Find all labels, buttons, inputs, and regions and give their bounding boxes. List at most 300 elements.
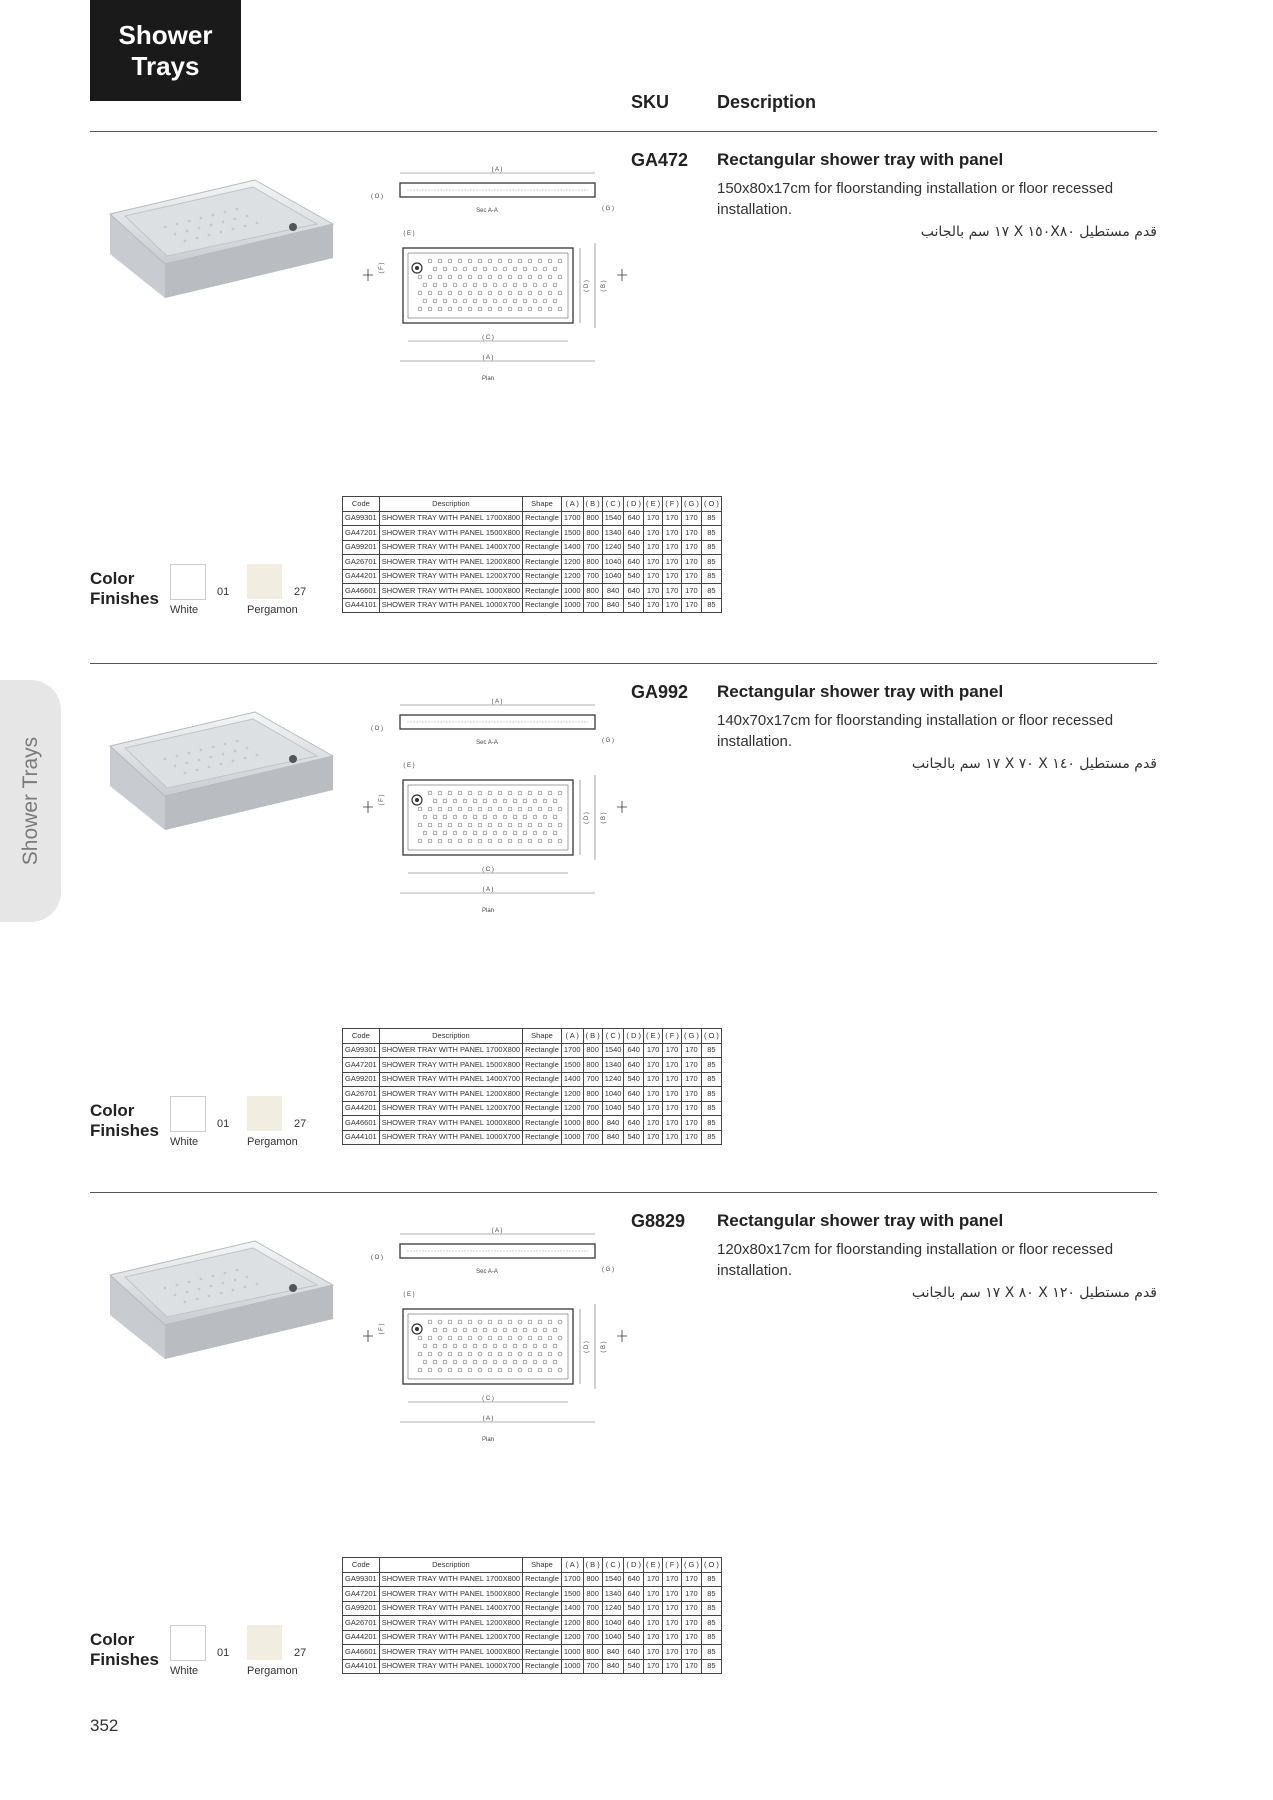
- table-cell: 800: [583, 555, 602, 570]
- table-cell: 540: [624, 1101, 644, 1116]
- page-title: [90, 0, 241, 101]
- section-label: Sec A-A: [476, 1269, 498, 1275]
- table-header-cell: ( C ): [602, 1558, 624, 1573]
- table-row: [343, 1116, 722, 1131]
- table-cell: Rectangle: [523, 1645, 562, 1660]
- table-header-cell: ( O ): [701, 497, 721, 512]
- table-cell: 170: [681, 584, 701, 599]
- table-cell: 1340: [602, 526, 624, 541]
- table-cell: 1200: [561, 1101, 583, 1116]
- shower-tray-photo: [105, 172, 335, 312]
- table-cell: 170: [681, 1630, 701, 1645]
- table-cell: 800: [583, 1572, 602, 1587]
- table-cell: 170: [681, 1587, 701, 1602]
- table-cell: 170: [681, 569, 701, 584]
- table-cell: 540: [624, 1630, 644, 1645]
- table-cell: SHOWER TRAY WITH PANEL 1400X700: [379, 1601, 522, 1616]
- table-cell: SHOWER TRAY WITH PANEL 1500X800: [379, 1058, 522, 1073]
- table-cell: 170: [663, 526, 682, 541]
- side-tab-label: Shower Trays: [18, 736, 42, 866]
- table-cell: GA46601: [343, 1645, 380, 1660]
- dim-label-a: ( A ): [491, 1228, 503, 1234]
- table-cell: 700: [583, 598, 602, 613]
- table-cell: SHOWER TRAY WITH PANEL 1000X800: [379, 1645, 522, 1660]
- table-header-cell: ( E ): [644, 1029, 663, 1044]
- section-label: Sec A-A: [476, 208, 498, 214]
- table-row: [343, 1645, 722, 1660]
- color-finishes-label-line1: Color: [90, 569, 135, 588]
- plan-label: Plan: [481, 908, 495, 914]
- table-cell: 85: [701, 1043, 721, 1058]
- table-header-cell: ( C ): [602, 1029, 624, 1044]
- table-cell: 170: [644, 569, 663, 584]
- table-row: [343, 555, 722, 570]
- product-title: Rectangular shower tray with panel: [717, 150, 1004, 169]
- table-cell: GA44101: [343, 1130, 380, 1145]
- table-cell: SHOWER TRAY WITH PANEL 1200X800: [379, 1087, 522, 1102]
- table-cell: GA47201: [343, 1058, 380, 1073]
- table-cell: 1200: [561, 569, 583, 584]
- technical-drawing: [355, 158, 645, 398]
- table-cell: Rectangle: [523, 526, 562, 541]
- table-cell: 640: [624, 1587, 644, 1602]
- table-header-cell: ( E ): [644, 497, 663, 512]
- table-cell: 1000: [561, 598, 583, 613]
- table-cell: GA26701: [343, 1616, 380, 1631]
- table-row: [343, 584, 722, 599]
- table-cell: 170: [644, 598, 663, 613]
- swatch-name: Pergamon: [247, 1665, 298, 1677]
- table-header-cell: ( O ): [701, 1029, 721, 1044]
- table-row: [343, 1659, 722, 1674]
- table-cell: 170: [681, 1572, 701, 1587]
- table-cell: 170: [663, 1087, 682, 1102]
- table-cell: 170: [681, 1659, 701, 1674]
- table-cell: GA99201: [343, 1601, 380, 1616]
- page-number: 352: [90, 1716, 119, 1735]
- color-finishes-label-line2: Finishes: [90, 1121, 159, 1140]
- table-cell: 540: [624, 569, 644, 584]
- table-cell: Rectangle: [523, 1601, 562, 1616]
- swatch-name: Pergamon: [247, 1136, 298, 1148]
- table-cell: 1540: [602, 1043, 624, 1058]
- swatch-code: 27: [294, 586, 307, 598]
- table-cell: Rectangle: [523, 1087, 562, 1102]
- table-cell: SHOWER TRAY WITH PANEL 1200X700: [379, 1630, 522, 1645]
- table-cell: SHOWER TRAY WITH PANEL 1700X800: [379, 1043, 522, 1058]
- table-header-cell: ( D ): [624, 1558, 644, 1573]
- table-cell: Rectangle: [523, 1116, 562, 1131]
- table-cell: Rectangle: [523, 1058, 562, 1073]
- table-header-row: [343, 1558, 722, 1573]
- dim-label-c: ( C ): [482, 1396, 494, 1402]
- table-header-cell: ( E ): [644, 1558, 663, 1573]
- sku-column-header: SKU: [631, 92, 670, 112]
- table-header-cell: ( B ): [583, 1029, 602, 1044]
- table-cell: GA26701: [343, 555, 380, 570]
- table-header-cell: Description: [379, 1029, 522, 1044]
- table-cell: 170: [681, 1130, 701, 1145]
- table-cell: Rectangle: [523, 1043, 562, 1058]
- table-cell: 800: [583, 1058, 602, 1073]
- table-cell: Rectangle: [523, 511, 562, 526]
- table-cell: 170: [644, 555, 663, 570]
- dim-label-a: ( A ): [491, 167, 503, 173]
- table-cell: 170: [644, 1601, 663, 1616]
- table-cell: GA46601: [343, 584, 380, 599]
- dim-label-o: ( O ): [371, 194, 383, 200]
- table-cell: 170: [663, 1101, 682, 1116]
- table-cell: GA99201: [343, 540, 380, 555]
- table-cell: 800: [583, 1043, 602, 1058]
- table-header-cell: Code: [343, 497, 380, 512]
- table-cell: 85: [701, 1130, 721, 1145]
- table-cell: GA99301: [343, 511, 380, 526]
- table-cell: 700: [583, 1630, 602, 1645]
- table-cell: 1000: [561, 584, 583, 599]
- table-cell: 170: [663, 1659, 682, 1674]
- table-cell: 800: [583, 584, 602, 599]
- table-cell: Rectangle: [523, 1101, 562, 1116]
- table-cell: 1540: [602, 511, 624, 526]
- table-cell: 1400: [561, 540, 583, 555]
- table-header-cell: ( F ): [663, 1558, 682, 1573]
- table-header-cell: ( F ): [663, 1029, 682, 1044]
- table-cell: Rectangle: [523, 540, 562, 555]
- table-cell: 170: [681, 1072, 701, 1087]
- table-cell: 85: [701, 584, 721, 599]
- table-cell: 1040: [602, 1616, 624, 1631]
- table-cell: GA99301: [343, 1043, 380, 1058]
- table-row: [343, 1101, 722, 1116]
- table-cell: SHOWER TRAY WITH PANEL 1000X700: [379, 1130, 522, 1145]
- dim-label-f: ( F ): [379, 794, 385, 806]
- table-cell: 1500: [561, 526, 583, 541]
- table-cell: 170: [663, 1587, 682, 1602]
- table-cell: 170: [681, 1087, 701, 1102]
- table-header-cell: ( G ): [681, 497, 701, 512]
- table-cell: 85: [701, 1101, 721, 1116]
- table-cell: 1200: [561, 1087, 583, 1102]
- table-cell: Rectangle: [523, 1659, 562, 1674]
- table-cell: 170: [681, 598, 701, 613]
- table-cell: 1540: [602, 1572, 624, 1587]
- table-cell: 170: [663, 1630, 682, 1645]
- product-sku: G8829: [631, 1211, 686, 1231]
- table-header-cell: Code: [343, 1029, 380, 1044]
- color-swatch-pergamon: [247, 1625, 282, 1660]
- table-cell: 1000: [561, 1130, 583, 1145]
- table-cell: 170: [644, 1101, 663, 1116]
- table-cell: 800: [583, 1645, 602, 1660]
- table-cell: 170: [663, 598, 682, 613]
- swatch-name: White: [170, 604, 199, 616]
- table-cell: SHOWER TRAY WITH PANEL 1000X700: [379, 598, 522, 613]
- table-cell: 170: [644, 1058, 663, 1073]
- description-column-header: Description: [717, 92, 817, 112]
- table-cell: 170: [663, 1072, 682, 1087]
- table-row: [343, 1601, 722, 1616]
- table-cell: 1340: [602, 1058, 624, 1073]
- table-cell: 170: [681, 1616, 701, 1631]
- table-cell: 85: [701, 1087, 721, 1102]
- table-cell: 170: [681, 1058, 701, 1073]
- table-row: [343, 598, 722, 613]
- table-cell: 170: [644, 1630, 663, 1645]
- table-cell: 1000: [561, 1116, 583, 1131]
- table-header-cell: ( A ): [561, 1029, 583, 1044]
- dim-label-b: ( B ): [601, 812, 607, 824]
- table-cell: Rectangle: [523, 555, 562, 570]
- table-cell: GA44201: [343, 1101, 380, 1116]
- table-cell: GA44101: [343, 598, 380, 613]
- table-header-cell: ( A ): [561, 1558, 583, 1573]
- product-section: [0, 132, 1273, 652]
- table-header-cell: Description: [379, 497, 522, 512]
- table-cell: 800: [583, 1116, 602, 1131]
- table-row: [343, 526, 722, 541]
- table-cell: 170: [644, 1572, 663, 1587]
- table-cell: Rectangle: [523, 1616, 562, 1631]
- dim-label-g: ( G ): [602, 206, 614, 212]
- table-cell: 85: [701, 1058, 721, 1073]
- technical-drawing: [355, 1219, 645, 1459]
- table-cell: 840: [602, 1659, 624, 1674]
- table-header-cell: ( A ): [561, 497, 583, 512]
- table-header-cell: ( G ): [681, 1029, 701, 1044]
- table-cell: GA44201: [343, 569, 380, 584]
- table-cell: 170: [681, 511, 701, 526]
- table-cell: 640: [624, 1087, 644, 1102]
- table-cell: GA44201: [343, 1630, 380, 1645]
- table-cell: 170: [663, 1058, 682, 1073]
- product-description-arabic: قدم مستطيل ١٢٠ X ٨٠ X ١٧ سم بالجانب: [911, 1285, 1157, 1301]
- color-swatch-white: [170, 564, 206, 600]
- table-cell: 170: [644, 1616, 663, 1631]
- dim-label-c: ( C ): [482, 335, 494, 341]
- table-cell: 640: [624, 1616, 644, 1631]
- table-header-cell: ( G ): [681, 1558, 701, 1573]
- table-cell: 700: [583, 569, 602, 584]
- table-cell: SHOWER TRAY WITH PANEL 1700X800: [379, 511, 522, 526]
- table-cell: 170: [663, 584, 682, 599]
- swatch-code: 27: [294, 1647, 307, 1659]
- table-cell: 640: [624, 1572, 644, 1587]
- table-cell: 840: [602, 584, 624, 599]
- table-cell: GA47201: [343, 526, 380, 541]
- table-row: [343, 1616, 722, 1631]
- shower-tray-photo: [105, 1233, 335, 1373]
- table-cell: 85: [701, 526, 721, 541]
- table-cell: 85: [701, 1630, 721, 1645]
- table-cell: 170: [644, 511, 663, 526]
- table-cell: 1240: [602, 1072, 624, 1087]
- table-cell: 1700: [561, 1043, 583, 1058]
- table-cell: 170: [644, 1087, 663, 1102]
- color-finishes-label-line1: Color: [90, 1630, 135, 1649]
- table-cell: 700: [583, 1601, 602, 1616]
- table-row: [343, 1572, 722, 1587]
- dim-label-f: ( F ): [379, 1323, 385, 1335]
- color-swatch-white: [170, 1096, 206, 1132]
- table-cell: GA47201: [343, 1587, 380, 1602]
- table-cell: 85: [701, 569, 721, 584]
- table-cell: 85: [701, 1659, 721, 1674]
- table-cell: 170: [663, 1601, 682, 1616]
- dim-label-o: ( O ): [371, 726, 383, 732]
- table-cell: 170: [663, 1572, 682, 1587]
- table-cell: 170: [681, 555, 701, 570]
- table-cell: 800: [583, 526, 602, 541]
- table-row: [343, 511, 722, 526]
- table-cell: SHOWER TRAY WITH PANEL 1500X800: [379, 1587, 522, 1602]
- swatch-code: 01: [217, 1647, 230, 1659]
- dim-label-b: ( B ): [601, 1341, 607, 1353]
- table-cell: 1040: [602, 569, 624, 584]
- product-description: 140x70x17cm for floorstanding installation or floor recessed installation.: [717, 712, 1114, 750]
- product-sku: GA992: [631, 682, 689, 702]
- table-cell: 85: [701, 511, 721, 526]
- table-cell: 170: [644, 584, 663, 599]
- product-sku: GA472: [631, 150, 689, 170]
- dim-label-g: ( G ): [602, 738, 614, 744]
- table-cell: Rectangle: [523, 569, 562, 584]
- table-cell: SHOWER TRAY WITH PANEL 1200X800: [379, 1616, 522, 1631]
- product-title: Rectangular shower tray with panel: [717, 1211, 1004, 1230]
- dim-label-a2: ( A ): [482, 887, 494, 893]
- table-cell: 1000: [561, 1645, 583, 1660]
- swatch-name: Pergamon: [247, 604, 298, 616]
- color-finishes-label: [90, 1101, 159, 1141]
- table-cell: SHOWER TRAY WITH PANEL 1500X800: [379, 526, 522, 541]
- table-cell: 85: [701, 598, 721, 613]
- table-cell: 1240: [602, 1601, 624, 1616]
- table-header-cell: ( B ): [583, 1558, 602, 1573]
- table-cell: 640: [624, 1116, 644, 1131]
- table-row: [343, 1587, 722, 1602]
- table-row: [343, 1072, 722, 1087]
- table-cell: 85: [701, 1116, 721, 1131]
- color-finishes-label-line2: Finishes: [90, 1650, 159, 1669]
- table-cell: 640: [624, 1043, 644, 1058]
- table-cell: 700: [583, 1101, 602, 1116]
- table-cell: 540: [624, 1601, 644, 1616]
- table-cell: SHOWER TRAY WITH PANEL 1000X800: [379, 584, 522, 599]
- table-cell: 170: [663, 569, 682, 584]
- swatch-name: White: [170, 1665, 199, 1677]
- table-row: [343, 1058, 722, 1073]
- table-header-cell: ( B ): [583, 497, 602, 512]
- table-cell: GA44101: [343, 1659, 380, 1674]
- table-row: [343, 540, 722, 555]
- table-cell: 85: [701, 1601, 721, 1616]
- table-cell: SHOWER TRAY WITH PANEL 1700X800: [379, 1572, 522, 1587]
- table-cell: 170: [644, 1587, 663, 1602]
- product-title: Rectangular shower tray with panel: [717, 682, 1004, 701]
- shower-tray-photo: [105, 704, 335, 844]
- table-row: [343, 1043, 722, 1058]
- table-cell: 800: [583, 1587, 602, 1602]
- table-cell: 540: [624, 1072, 644, 1087]
- table-cell: 1000: [561, 1659, 583, 1674]
- dim-label-b: ( B ): [601, 280, 607, 292]
- table-cell: SHOWER TRAY WITH PANEL 1400X700: [379, 540, 522, 555]
- table-cell: 170: [681, 540, 701, 555]
- table-cell: 700: [583, 1659, 602, 1674]
- dim-label-d: ( D ): [584, 280, 590, 292]
- dim-label-f: ( F ): [379, 262, 385, 274]
- table-cell: 1700: [561, 511, 583, 526]
- table-cell: SHOWER TRAY WITH PANEL 1200X800: [379, 555, 522, 570]
- table-cell: 170: [663, 540, 682, 555]
- table-header-cell: ( D ): [624, 1029, 644, 1044]
- table-header-row: [343, 497, 722, 512]
- table-cell: 170: [663, 1043, 682, 1058]
- table-cell: 640: [624, 511, 644, 526]
- table-cell: 170: [681, 1043, 701, 1058]
- table-cell: 85: [701, 1616, 721, 1631]
- table-cell: 170: [681, 526, 701, 541]
- table-header-cell: Description: [379, 1558, 522, 1573]
- table-cell: 170: [681, 1645, 701, 1660]
- table-cell: Rectangle: [523, 598, 562, 613]
- table-header-cell: ( D ): [624, 497, 644, 512]
- color-swatch-pergamon: [247, 1096, 282, 1131]
- technical-drawing: [355, 690, 645, 930]
- table-cell: 170: [663, 511, 682, 526]
- table-header-cell: Shape: [523, 1029, 562, 1044]
- dim-label-e: ( E ): [403, 231, 415, 237]
- table-cell: GA99201: [343, 1072, 380, 1087]
- color-finishes-label-line1: Color: [90, 1101, 135, 1120]
- spec-table: [342, 496, 722, 613]
- table-cell: Rectangle: [523, 1587, 562, 1602]
- product-description-arabic: قدم مستطيل ١٥٠X٨٠ X ١٧ سم بالجانب: [920, 224, 1157, 240]
- table-cell: 1500: [561, 1058, 583, 1073]
- table-cell: 640: [624, 1645, 644, 1660]
- table-cell: 1240: [602, 540, 624, 555]
- table-cell: SHOWER TRAY WITH PANEL 1200X700: [379, 569, 522, 584]
- table-cell: 1040: [602, 1101, 624, 1116]
- swatch-code: 01: [217, 586, 230, 598]
- table-cell: Rectangle: [523, 1130, 562, 1145]
- dim-label-o: ( O ): [371, 1255, 383, 1261]
- plan-label: Plan: [481, 1437, 495, 1443]
- spec-table: [342, 1557, 722, 1674]
- table-cell: 170: [681, 1601, 701, 1616]
- table-cell: 85: [701, 1587, 721, 1602]
- table-cell: 1040: [602, 555, 624, 570]
- table-cell: 700: [583, 1130, 602, 1145]
- table-cell: 540: [624, 1130, 644, 1145]
- table-row: [343, 1130, 722, 1145]
- table-cell: 85: [701, 1645, 721, 1660]
- table-cell: 1200: [561, 1616, 583, 1631]
- table-cell: 840: [602, 1116, 624, 1131]
- table-cell: SHOWER TRAY WITH PANEL 1000X800: [379, 1116, 522, 1131]
- table-row: [343, 1087, 722, 1102]
- table-cell: 170: [663, 1116, 682, 1131]
- table-cell: 170: [644, 1659, 663, 1674]
- table-cell: 1340: [602, 1587, 624, 1602]
- table-header-cell: Shape: [523, 497, 562, 512]
- swatch-code: 01: [217, 1118, 230, 1130]
- table-header-cell: ( C ): [602, 497, 624, 512]
- table-cell: 85: [701, 1072, 721, 1087]
- color-finishes-label-line2: Finishes: [90, 589, 159, 608]
- product-section: [0, 1193, 1273, 1713]
- table-cell: 170: [663, 1645, 682, 1660]
